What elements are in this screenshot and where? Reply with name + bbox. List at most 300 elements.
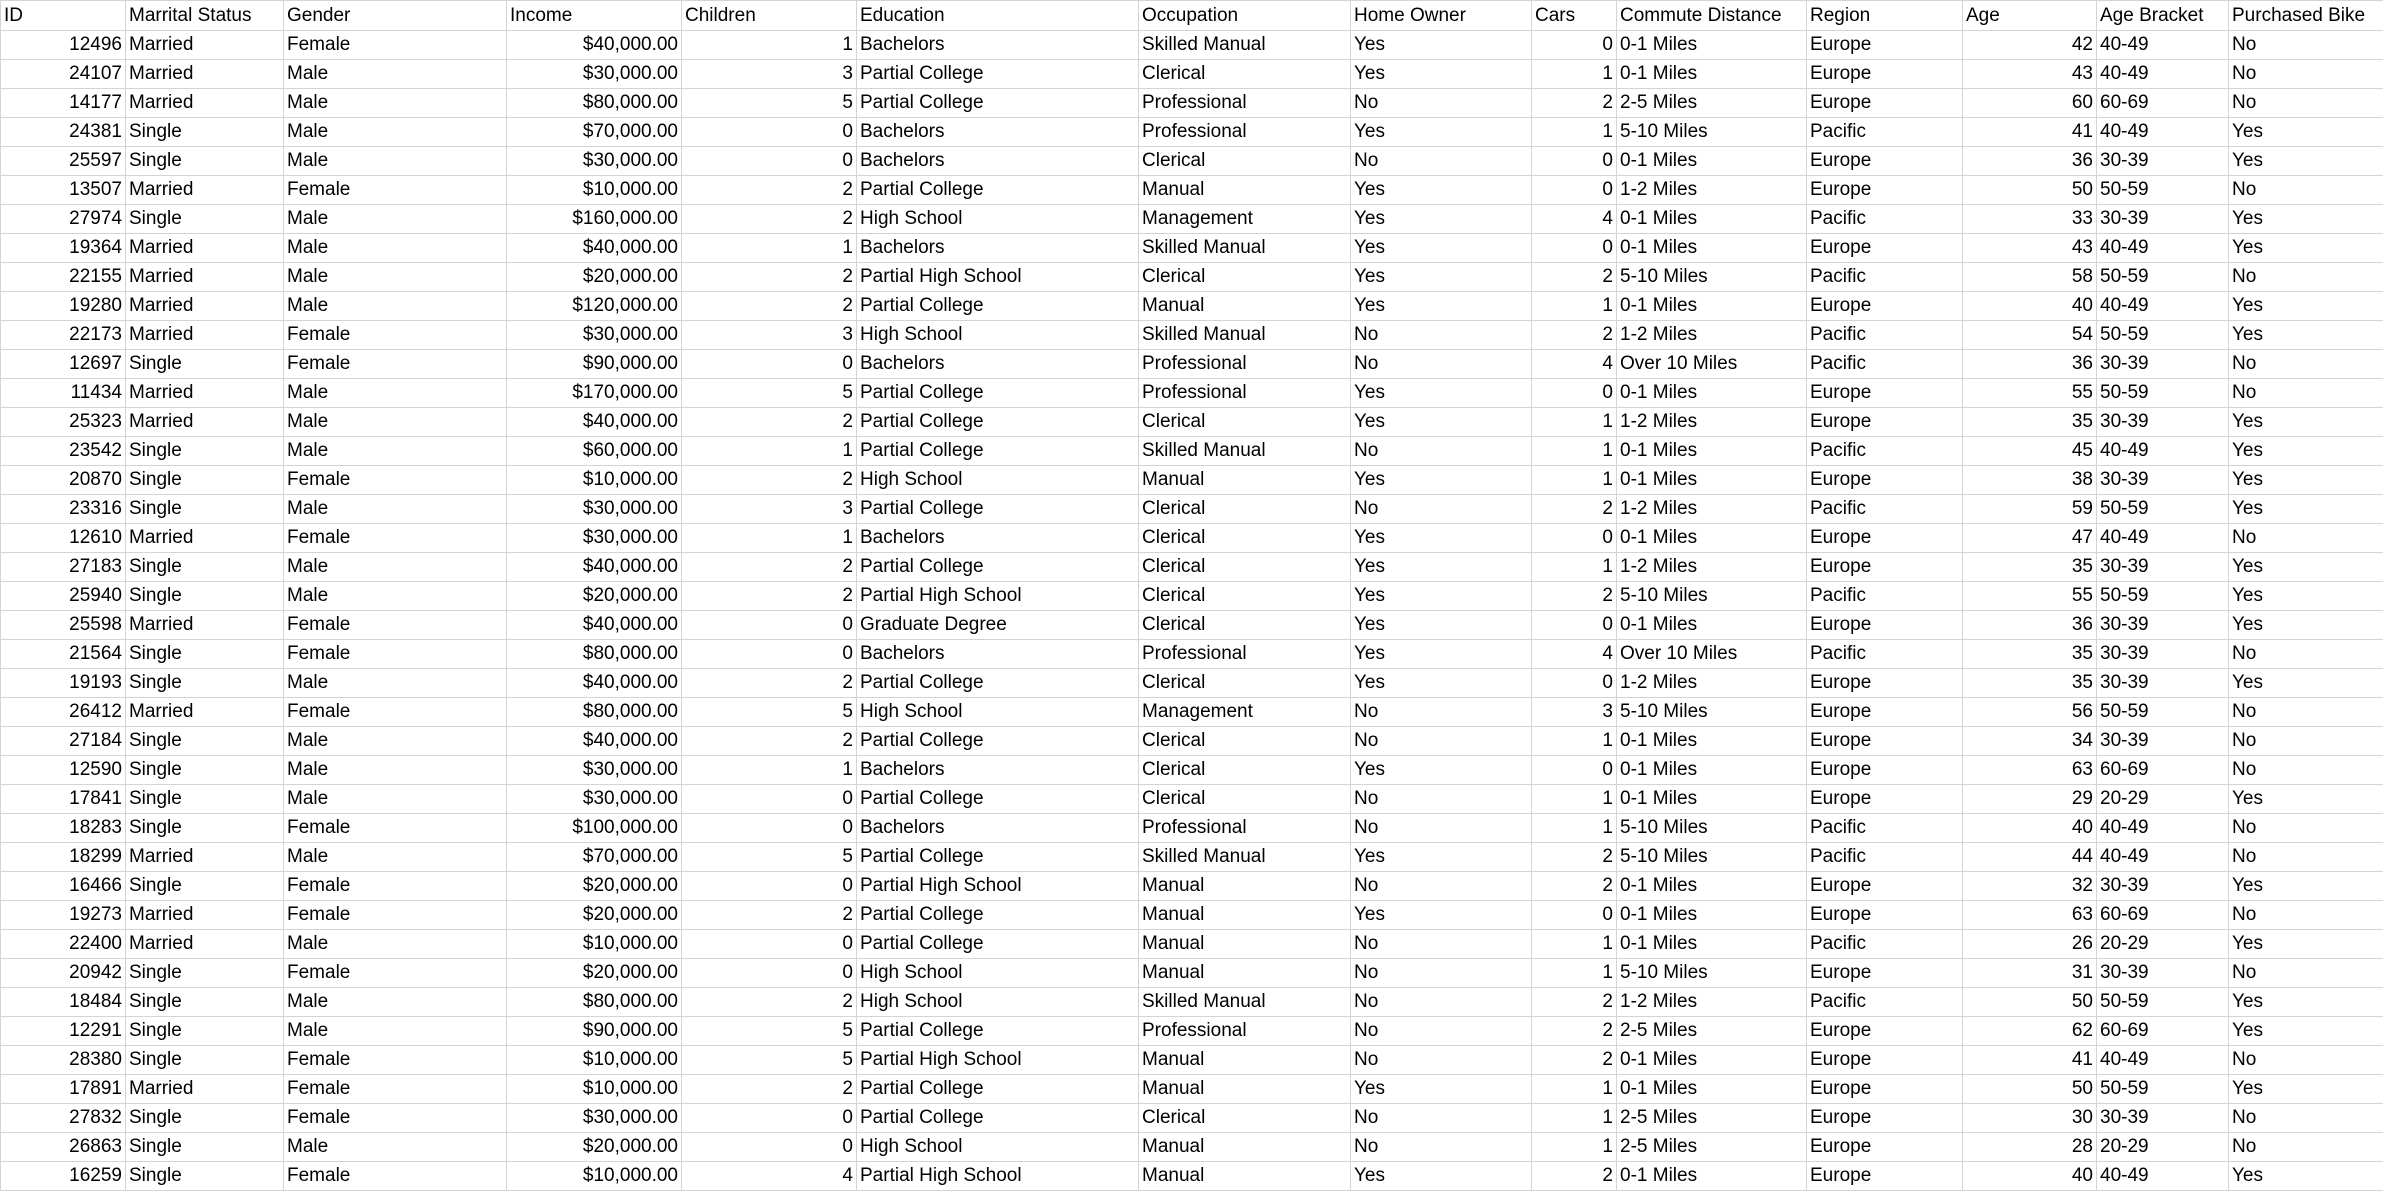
cell-occupation[interactable]: Management [1139,698,1351,727]
cell-region[interactable]: Europe [1807,756,1963,785]
cell-children[interactable]: 0 [682,930,857,959]
cell-age-bracket[interactable]: 40-49 [2097,1046,2229,1075]
cell-home-owner[interactable]: Yes [1351,118,1532,147]
cell-gender[interactable]: Male [284,60,507,89]
cell-purchased-bike[interactable]: No [2229,524,2383,553]
cell-marital-status[interactable]: Married [126,930,284,959]
cell-gender[interactable]: Male [284,495,507,524]
cell-marital-status[interactable]: Single [126,147,284,176]
cell-marital-status[interactable]: Married [126,611,284,640]
cell-income[interactable]: $60,000.00 [507,437,682,466]
cell-id[interactable]: 12697 [1,350,126,379]
cell-marital-status[interactable]: Single [126,350,284,379]
cell-children[interactable]: 0 [682,350,857,379]
cell-home-owner[interactable]: Yes [1351,843,1532,872]
cell-children[interactable]: 0 [682,872,857,901]
cell-purchased-bike[interactable]: Yes [2229,872,2383,901]
cell-education[interactable]: Partial College [857,176,1139,205]
cell-occupation[interactable]: Manual [1139,959,1351,988]
cell-id[interactable]: 27183 [1,553,126,582]
cell-cars[interactable]: 2 [1532,582,1617,611]
cell-commute-distance[interactable]: 1-2 Miles [1617,495,1807,524]
cell-education[interactable]: Bachelors [857,118,1139,147]
cell-region[interactable]: Pacific [1807,350,1963,379]
cell-children[interactable]: 2 [682,727,857,756]
cell-purchased-bike[interactable]: No [2229,263,2383,292]
cell-commute-distance[interactable]: 5-10 Miles [1617,698,1807,727]
cell-purchased-bike[interactable]: Yes [2229,408,2383,437]
cell-income[interactable]: $30,000.00 [507,1104,682,1133]
cell-id[interactable]: 16259 [1,1162,126,1191]
cell-commute-distance[interactable]: 1-2 Miles [1617,988,1807,1017]
cell-cars[interactable]: 1 [1532,785,1617,814]
cell-occupation[interactable]: Professional [1139,1017,1351,1046]
cell-age-bracket[interactable]: 30-39 [2097,408,2229,437]
cell-occupation[interactable]: Manual [1139,176,1351,205]
cell-commute-distance[interactable]: 0-1 Miles [1617,872,1807,901]
cell-region[interactable]: Europe [1807,611,1963,640]
cell-cars[interactable]: 0 [1532,524,1617,553]
cell-home-owner[interactable]: Yes [1351,901,1532,930]
cell-children[interactable]: 3 [682,495,857,524]
cell-gender[interactable]: Female [284,1046,507,1075]
cell-occupation[interactable]: Clerical [1139,553,1351,582]
cell-home-owner[interactable]: No [1351,814,1532,843]
cell-age-bracket[interactable]: 60-69 [2097,1017,2229,1046]
cell-home-owner[interactable]: No [1351,785,1532,814]
cell-commute-distance[interactable]: 0-1 Miles [1617,292,1807,321]
cell-region[interactable]: Europe [1807,379,1963,408]
cell-age-bracket[interactable]: 30-39 [2097,640,2229,669]
cell-age[interactable]: 55 [1963,582,2097,611]
cell-age[interactable]: 35 [1963,553,2097,582]
cell-age[interactable]: 38 [1963,466,2097,495]
cell-purchased-bike[interactable]: Yes [2229,1017,2383,1046]
cell-children[interactable]: 0 [682,959,857,988]
cell-gender[interactable]: Female [284,698,507,727]
cell-age-bracket[interactable]: 30-39 [2097,727,2229,756]
cell-cars[interactable]: 1 [1532,466,1617,495]
cell-region[interactable]: Europe [1807,1017,1963,1046]
cell-home-owner[interactable]: No [1351,1104,1532,1133]
cell-home-owner[interactable]: No [1351,930,1532,959]
cell-income[interactable]: $20,000.00 [507,582,682,611]
cell-age-bracket[interactable]: 50-59 [2097,1075,2229,1104]
cell-home-owner[interactable]: Yes [1351,582,1532,611]
cell-children[interactable]: 2 [682,205,857,234]
cell-purchased-bike[interactable]: Yes [2229,930,2383,959]
cell-gender[interactable]: Female [284,1104,507,1133]
cell-cars[interactable]: 0 [1532,379,1617,408]
cell-education[interactable]: Partial College [857,1104,1139,1133]
cell-purchased-bike[interactable]: No [2229,640,2383,669]
cell-home-owner[interactable]: Yes [1351,205,1532,234]
cell-education[interactable]: Partial College [857,669,1139,698]
cell-occupation[interactable]: Clerical [1139,1104,1351,1133]
cell-id[interactable]: 27832 [1,1104,126,1133]
cell-gender[interactable]: Male [284,843,507,872]
cell-marital-status[interactable]: Single [126,118,284,147]
cell-income[interactable]: $40,000.00 [507,669,682,698]
cell-education[interactable]: Partial College [857,930,1139,959]
cell-home-owner[interactable]: No [1351,988,1532,1017]
cell-income[interactable]: $30,000.00 [507,524,682,553]
cell-marital-status[interactable]: Single [126,727,284,756]
cell-children[interactable]: 2 [682,292,857,321]
cell-children[interactable]: 4 [682,1162,857,1191]
cell-home-owner[interactable]: Yes [1351,669,1532,698]
cell-age-bracket[interactable]: 20-29 [2097,930,2229,959]
cell-income[interactable]: $10,000.00 [507,1162,682,1191]
cell-purchased-bike[interactable]: No [2229,727,2383,756]
cell-age[interactable]: 41 [1963,118,2097,147]
cell-education[interactable]: Bachelors [857,756,1139,785]
cell-home-owner[interactable]: Yes [1351,466,1532,495]
cell-commute-distance[interactable]: 0-1 Miles [1617,1046,1807,1075]
cell-region[interactable]: Europe [1807,147,1963,176]
cell-marital-status[interactable]: Single [126,205,284,234]
cell-occupation[interactable]: Clerical [1139,60,1351,89]
cell-cars[interactable]: 3 [1532,698,1617,727]
cell-gender[interactable]: Female [284,959,507,988]
cell-region[interactable]: Europe [1807,89,1963,118]
cell-home-owner[interactable]: Yes [1351,553,1532,582]
cell-region[interactable]: Europe [1807,524,1963,553]
cell-id[interactable]: 23316 [1,495,126,524]
cell-id[interactable]: 22173 [1,321,126,350]
cell-age-bracket[interactable]: 40-49 [2097,1162,2229,1191]
cell-id[interactable]: 17841 [1,785,126,814]
cell-purchased-bike[interactable]: Yes [2229,147,2383,176]
cell-id[interactable]: 21564 [1,640,126,669]
cell-gender[interactable]: Male [284,89,507,118]
cell-marital-status[interactable]: Single [126,553,284,582]
cell-occupation[interactable]: Manual [1139,1075,1351,1104]
cell-cars[interactable]: 2 [1532,321,1617,350]
cell-age[interactable]: 28 [1963,1133,2097,1162]
cell-education[interactable]: Partial High School [857,1046,1139,1075]
cell-commute-distance[interactable]: 0-1 Miles [1617,1162,1807,1191]
cell-commute-distance[interactable]: 0-1 Miles [1617,785,1807,814]
cell-income[interactable]: $100,000.00 [507,814,682,843]
cell-occupation[interactable]: Clerical [1139,524,1351,553]
cell-region[interactable]: Europe [1807,408,1963,437]
cell-purchased-bike[interactable]: Yes [2229,669,2383,698]
cell-age-bracket[interactable]: 40-49 [2097,524,2229,553]
cell-gender[interactable]: Male [284,582,507,611]
cell-cars[interactable]: 4 [1532,640,1617,669]
cell-age[interactable]: 47 [1963,524,2097,553]
cell-education[interactable]: High School [857,205,1139,234]
cell-children[interactable]: 3 [682,60,857,89]
cell-commute-distance[interactable]: 0-1 Miles [1617,437,1807,466]
cell-region[interactable]: Europe [1807,727,1963,756]
cell-occupation[interactable]: Professional [1139,118,1351,147]
cell-age-bracket[interactable]: 50-59 [2097,176,2229,205]
cell-occupation[interactable]: Manual [1139,901,1351,930]
cell-purchased-bike[interactable]: Yes [2229,988,2383,1017]
cell-cars[interactable]: 2 [1532,843,1617,872]
cell-home-owner[interactable]: Yes [1351,1162,1532,1191]
cell-age-bracket[interactable]: 20-29 [2097,1133,2229,1162]
cell-income[interactable]: $40,000.00 [507,408,682,437]
cell-income[interactable]: $10,000.00 [507,1075,682,1104]
cell-occupation[interactable]: Clerical [1139,263,1351,292]
cell-age[interactable]: 43 [1963,234,2097,263]
cell-cars[interactable]: 2 [1532,988,1617,1017]
cell-id[interactable]: 19280 [1,292,126,321]
cell-age-bracket[interactable]: 30-39 [2097,959,2229,988]
cell-cars[interactable]: 1 [1532,118,1617,147]
cell-education[interactable]: Partial High School [857,872,1139,901]
cell-purchased-bike[interactable]: Yes [2229,553,2383,582]
cell-region[interactable]: Pacific [1807,988,1963,1017]
cell-age[interactable]: 30 [1963,1104,2097,1133]
cell-commute-distance[interactable]: 0-1 Miles [1617,31,1807,60]
cell-purchased-bike[interactable]: No [2229,176,2383,205]
cell-education[interactable]: Partial College [857,843,1139,872]
cell-education[interactable]: Bachelors [857,524,1139,553]
cell-age[interactable]: 33 [1963,205,2097,234]
cell-gender[interactable]: Male [284,292,507,321]
cell-education[interactable]: Partial High School [857,582,1139,611]
cell-gender[interactable]: Female [284,611,507,640]
cell-commute-distance[interactable]: 0-1 Miles [1617,756,1807,785]
cell-marital-status[interactable]: Single [126,785,284,814]
cell-cars[interactable]: 0 [1532,756,1617,785]
cell-education[interactable]: Partial College [857,1075,1139,1104]
cell-children[interactable]: 2 [682,408,857,437]
cell-purchased-bike[interactable]: No [2229,60,2383,89]
cell-age[interactable]: 41 [1963,1046,2097,1075]
cell-children[interactable]: 1 [682,31,857,60]
cell-home-owner[interactable]: Yes [1351,524,1532,553]
cell-region[interactable]: Pacific [1807,930,1963,959]
cell-education[interactable]: Partial College [857,785,1139,814]
cell-age[interactable]: 26 [1963,930,2097,959]
cell-age-bracket[interactable]: 20-29 [2097,785,2229,814]
cell-age-bracket[interactable]: 50-59 [2097,379,2229,408]
cell-age-bracket[interactable]: 30-39 [2097,669,2229,698]
cell-age[interactable]: 45 [1963,437,2097,466]
cell-income[interactable]: $20,000.00 [507,263,682,292]
cell-purchased-bike[interactable]: Yes [2229,321,2383,350]
cell-age-bracket[interactable]: 40-49 [2097,118,2229,147]
cell-commute-distance[interactable]: 5-10 Miles [1617,263,1807,292]
cell-age[interactable]: 56 [1963,698,2097,727]
cell-age[interactable]: 29 [1963,785,2097,814]
cell-income[interactable]: $30,000.00 [507,785,682,814]
cell-age[interactable]: 36 [1963,611,2097,640]
cell-age-bracket[interactable]: 40-49 [2097,814,2229,843]
cell-commute-distance[interactable]: 1-2 Miles [1617,669,1807,698]
cell-home-owner[interactable]: Yes [1351,379,1532,408]
cell-occupation[interactable]: Management [1139,205,1351,234]
cell-cars[interactable]: 2 [1532,263,1617,292]
cell-income[interactable]: $20,000.00 [507,901,682,930]
cell-education[interactable]: Bachelors [857,814,1139,843]
cell-id[interactable]: 19364 [1,234,126,263]
column-header-commute-distance[interactable]: Commute Distance [1617,1,1807,31]
cell-commute-distance[interactable]: 0-1 Miles [1617,205,1807,234]
cell-gender[interactable]: Female [284,466,507,495]
cell-marital-status[interactable]: Married [126,843,284,872]
cell-age[interactable]: 50 [1963,1075,2097,1104]
cell-gender[interactable]: Male [284,263,507,292]
cell-gender[interactable]: Female [284,350,507,379]
cell-cars[interactable]: 1 [1532,292,1617,321]
column-header-gender[interactable]: Gender [284,1,507,31]
cell-occupation[interactable]: Manual [1139,466,1351,495]
column-header-cars[interactable]: Cars [1532,1,1617,31]
cell-occupation[interactable]: Clerical [1139,785,1351,814]
cell-id[interactable]: 17891 [1,1075,126,1104]
cell-id[interactable]: 18484 [1,988,126,1017]
cell-cars[interactable]: 2 [1532,89,1617,118]
cell-gender[interactable]: Male [284,727,507,756]
cell-children[interactable]: 0 [682,640,857,669]
cell-region[interactable]: Pacific [1807,640,1963,669]
cell-age-bracket[interactable]: 50-59 [2097,988,2229,1017]
cell-purchased-bike[interactable]: No [2229,1133,2383,1162]
cell-cars[interactable]: 0 [1532,901,1617,930]
cell-commute-distance[interactable]: 2-5 Miles [1617,1104,1807,1133]
cell-purchased-bike[interactable]: Yes [2229,118,2383,147]
cell-age[interactable]: 35 [1963,669,2097,698]
cell-age-bracket[interactable]: 40-49 [2097,60,2229,89]
cell-education[interactable]: Partial College [857,1017,1139,1046]
cell-children[interactable]: 2 [682,901,857,930]
cell-home-owner[interactable]: Yes [1351,176,1532,205]
cell-children[interactable]: 2 [682,263,857,292]
cell-purchased-bike[interactable]: No [2229,89,2383,118]
cell-occupation[interactable]: Professional [1139,350,1351,379]
cell-cars[interactable]: 2 [1532,495,1617,524]
cell-commute-distance[interactable]: 0-1 Miles [1617,611,1807,640]
cell-income[interactable]: $80,000.00 [507,89,682,118]
cell-occupation[interactable]: Manual [1139,872,1351,901]
cell-commute-distance[interactable]: 5-10 Miles [1617,118,1807,147]
cell-income[interactable]: $30,000.00 [507,495,682,524]
cell-income[interactable]: $70,000.00 [507,843,682,872]
cell-education[interactable]: Partial College [857,408,1139,437]
cell-cars[interactable]: 0 [1532,176,1617,205]
cell-purchased-bike[interactable]: Yes [2229,205,2383,234]
cell-marital-status[interactable]: Married [126,89,284,118]
cell-gender[interactable]: Female [284,872,507,901]
cell-age[interactable]: 40 [1963,1162,2097,1191]
cell-commute-distance[interactable]: 0-1 Miles [1617,930,1807,959]
cell-commute-distance[interactable]: 0-1 Miles [1617,60,1807,89]
cell-gender[interactable]: Female [284,901,507,930]
cell-marital-status[interactable]: Married [126,234,284,263]
cell-gender[interactable]: Male [284,553,507,582]
cell-purchased-bike[interactable]: Yes [2229,1075,2383,1104]
cell-education[interactable]: Partial College [857,727,1139,756]
cell-income[interactable]: $40,000.00 [507,553,682,582]
cell-age-bracket[interactable]: 40-49 [2097,292,2229,321]
cell-gender[interactable]: Male [284,118,507,147]
cell-region[interactable]: Europe [1807,1162,1963,1191]
cell-education[interactable]: Partial High School [857,263,1139,292]
column-header-children[interactable]: Children [682,1,857,31]
column-header-id[interactable]: ID [1,1,126,31]
cell-purchased-bike[interactable]: Yes [2229,292,2383,321]
cell-education[interactable]: High School [857,466,1139,495]
cell-income[interactable]: $20,000.00 [507,872,682,901]
cell-purchased-bike[interactable]: No [2229,1046,2383,1075]
cell-cars[interactable]: 1 [1532,1133,1617,1162]
cell-cars[interactable]: 2 [1532,1046,1617,1075]
cell-region[interactable]: Pacific [1807,263,1963,292]
cell-age[interactable]: 58 [1963,263,2097,292]
cell-id[interactable]: 16466 [1,872,126,901]
cell-region[interactable]: Pacific [1807,495,1963,524]
cell-marital-status[interactable]: Married [126,292,284,321]
cell-id[interactable]: 25940 [1,582,126,611]
cell-marital-status[interactable]: Single [126,1046,284,1075]
cell-id[interactable]: 25598 [1,611,126,640]
cell-education[interactable]: High School [857,698,1139,727]
cell-education[interactable]: Partial College [857,89,1139,118]
cell-income[interactable]: $40,000.00 [507,727,682,756]
cell-occupation[interactable]: Clerical [1139,756,1351,785]
cell-occupation[interactable]: Clerical [1139,727,1351,756]
cell-region[interactable]: Europe [1807,466,1963,495]
cell-home-owner[interactable]: Yes [1351,1075,1532,1104]
cell-home-owner[interactable]: Yes [1351,756,1532,785]
cell-id[interactable]: 28380 [1,1046,126,1075]
cell-region[interactable]: Europe [1807,669,1963,698]
cell-age[interactable]: 36 [1963,147,2097,176]
cell-cars[interactable]: 0 [1532,31,1617,60]
cell-purchased-bike[interactable]: Yes [2229,495,2383,524]
cell-education[interactable]: High School [857,988,1139,1017]
cell-home-owner[interactable]: Yes [1351,234,1532,263]
cell-region[interactable]: Europe [1807,292,1963,321]
cell-cars[interactable]: 4 [1532,350,1617,379]
cell-age-bracket[interactable]: 50-59 [2097,263,2229,292]
cell-home-owner[interactable]: Yes [1351,31,1532,60]
cell-marital-status[interactable]: Single [126,988,284,1017]
cell-occupation[interactable]: Clerical [1139,147,1351,176]
column-header-home-owner[interactable]: Home Owner [1351,1,1532,31]
cell-gender[interactable]: Female [284,176,507,205]
cell-home-owner[interactable]: Yes [1351,640,1532,669]
cell-age[interactable]: 42 [1963,31,2097,60]
cell-occupation[interactable]: Manual [1139,1046,1351,1075]
cell-id[interactable]: 18283 [1,814,126,843]
cell-gender[interactable]: Male [284,147,507,176]
cell-commute-distance[interactable]: 0-1 Miles [1617,147,1807,176]
cell-purchased-bike[interactable]: No [2229,31,2383,60]
cell-region[interactable]: Pacific [1807,321,1963,350]
cell-cars[interactable]: 0 [1532,234,1617,263]
cell-commute-distance[interactable]: 0-1 Miles [1617,524,1807,553]
cell-home-owner[interactable]: Yes [1351,408,1532,437]
cell-education[interactable]: High School [857,959,1139,988]
cell-age[interactable]: 34 [1963,727,2097,756]
cell-income[interactable]: $10,000.00 [507,930,682,959]
cell-gender[interactable]: Female [284,640,507,669]
cell-marital-status[interactable]: Single [126,756,284,785]
cell-cars[interactable]: 1 [1532,553,1617,582]
cell-home-owner[interactable]: No [1351,1017,1532,1046]
cell-id[interactable]: 12590 [1,756,126,785]
cell-marital-status[interactable]: Single [126,1104,284,1133]
cell-commute-distance[interactable]: 5-10 Miles [1617,959,1807,988]
cell-commute-distance[interactable]: 5-10 Miles [1617,843,1807,872]
